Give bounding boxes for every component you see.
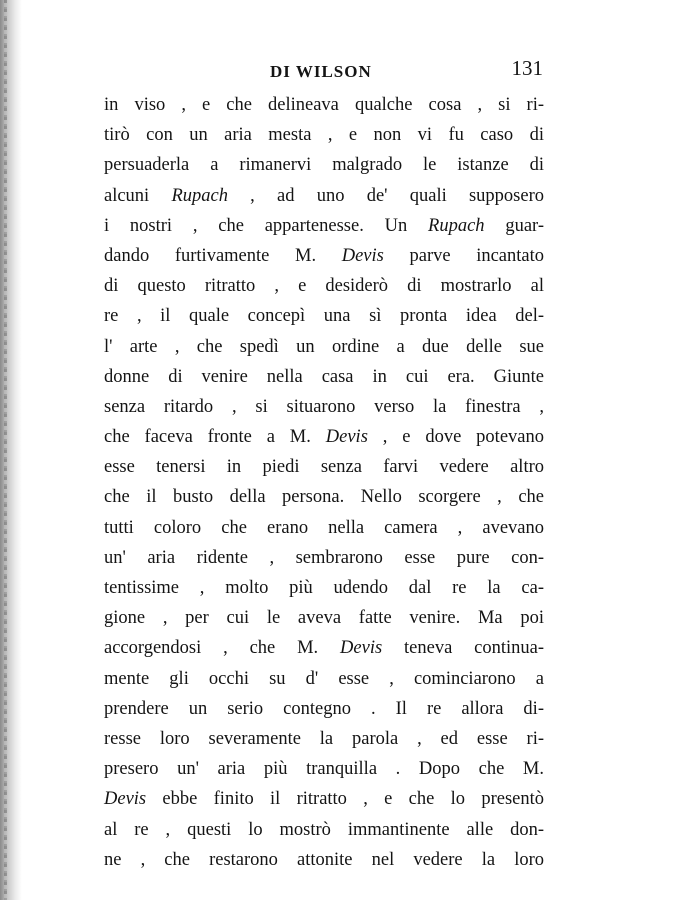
page-header (100, 56, 545, 86)
text-segment: ebbe finito il ritratto , e che lo presentò (146, 789, 544, 810)
text-line (104, 664, 544, 694)
text-segment: parve incantato (383, 245, 544, 266)
text-segment: tentissime , molto più udendo dal re la ca- (104, 578, 544, 598)
text-line (104, 482, 544, 512)
text-line (104, 452, 544, 482)
running-head: DI WILSON (270, 62, 372, 81)
text-segment: , ad uno de' quali supposero (227, 185, 544, 206)
italic-name: Devis (104, 789, 147, 810)
text-segment: di questo ritratto , e desiderò di mostrarlo al (104, 276, 544, 297)
text-segment: accorgendosi , che M. (104, 638, 341, 659)
text-segment: che faceva fronte a M. (104, 427, 326, 448)
text-line (104, 543, 544, 573)
text-segment: mente gli occhi su d' esse , cominciarono a (104, 668, 544, 689)
text-line (104, 815, 544, 845)
text-segment: un' aria ridente , sembrarono esse pure con- (104, 547, 544, 568)
text-segment: prendere un serio contegno . Il re allora di- (104, 698, 544, 719)
text-segment: resse loro severamente la parola , ed esse ri- (104, 728, 544, 749)
italic-name: Rupach (171, 185, 228, 206)
body-text (104, 90, 544, 875)
text-line (104, 573, 544, 603)
text-line (104, 694, 544, 724)
text-line (104, 754, 544, 784)
text-line (104, 271, 544, 301)
text-line (104, 241, 544, 271)
text-line (104, 513, 544, 543)
text-line (104, 332, 544, 362)
text-segment: senza ritardo , si situarono verso la finestra , (104, 396, 544, 417)
text-line (104, 633, 544, 663)
text-segment: re , il quale concepì una sì pronta idea del- (104, 306, 544, 327)
italic-name: Devis (325, 427, 368, 448)
text-line (104, 362, 544, 392)
text-segment: esse tenersi in piedi senza farvi vedere altro (104, 457, 544, 478)
text-segment: presero un' aria più tranquilla . Dopo che M. (104, 759, 544, 780)
text-segment: tirò con un aria mesta , e non vi fu caso di (104, 125, 544, 146)
text-line (104, 422, 544, 452)
text-segment: guar- (484, 215, 544, 236)
text-line (104, 603, 544, 633)
text-segment: , e dove potevano (367, 427, 544, 448)
text-segment: dando furtivamente M. (104, 245, 342, 266)
text-line (104, 724, 544, 754)
text-line (104, 90, 544, 120)
text-segment: tutti coloro che erano nella camera , avevano (104, 517, 544, 538)
page-number: 131 (511, 56, 543, 80)
text-line (104, 211, 544, 241)
text-line (104, 150, 544, 180)
text-segment: al re , questi lo mostrò immantinente alle don- (104, 819, 544, 840)
text-line (104, 120, 544, 150)
text-segment: donne di venire nella casa in cui era. Giunte (104, 366, 544, 387)
italic-name: Devis (341, 245, 384, 266)
text-segment: teneva continua- (382, 638, 544, 659)
text-line (104, 845, 544, 875)
text-segment: l' arte , che spedì un ordine a due delle sue (104, 336, 544, 357)
text-segment: gione , per cui le aveva fatte venire. Ma poi (104, 608, 544, 629)
text-line (104, 784, 544, 814)
text-segment: in viso , e che delineava qualche cosa , si ri- (104, 95, 544, 115)
text-segment: ne , che restarono attonite nel vedere la loro (104, 849, 544, 870)
page-binding-edge (0, 0, 22, 900)
text-line (104, 392, 544, 422)
italic-name: Devis (340, 638, 383, 659)
text-segment: persuaderla a rimanervi malgrado le istanze di (104, 155, 544, 176)
text-segment: alcuni (104, 185, 172, 206)
text-segment: i nostri , che appartenesse. Un (104, 215, 429, 236)
italic-name: Rupach (428, 215, 485, 236)
text-line (104, 181, 544, 211)
text-segment: che il busto della persona. Nello scorgere , che (104, 487, 544, 508)
text-line (104, 301, 544, 331)
